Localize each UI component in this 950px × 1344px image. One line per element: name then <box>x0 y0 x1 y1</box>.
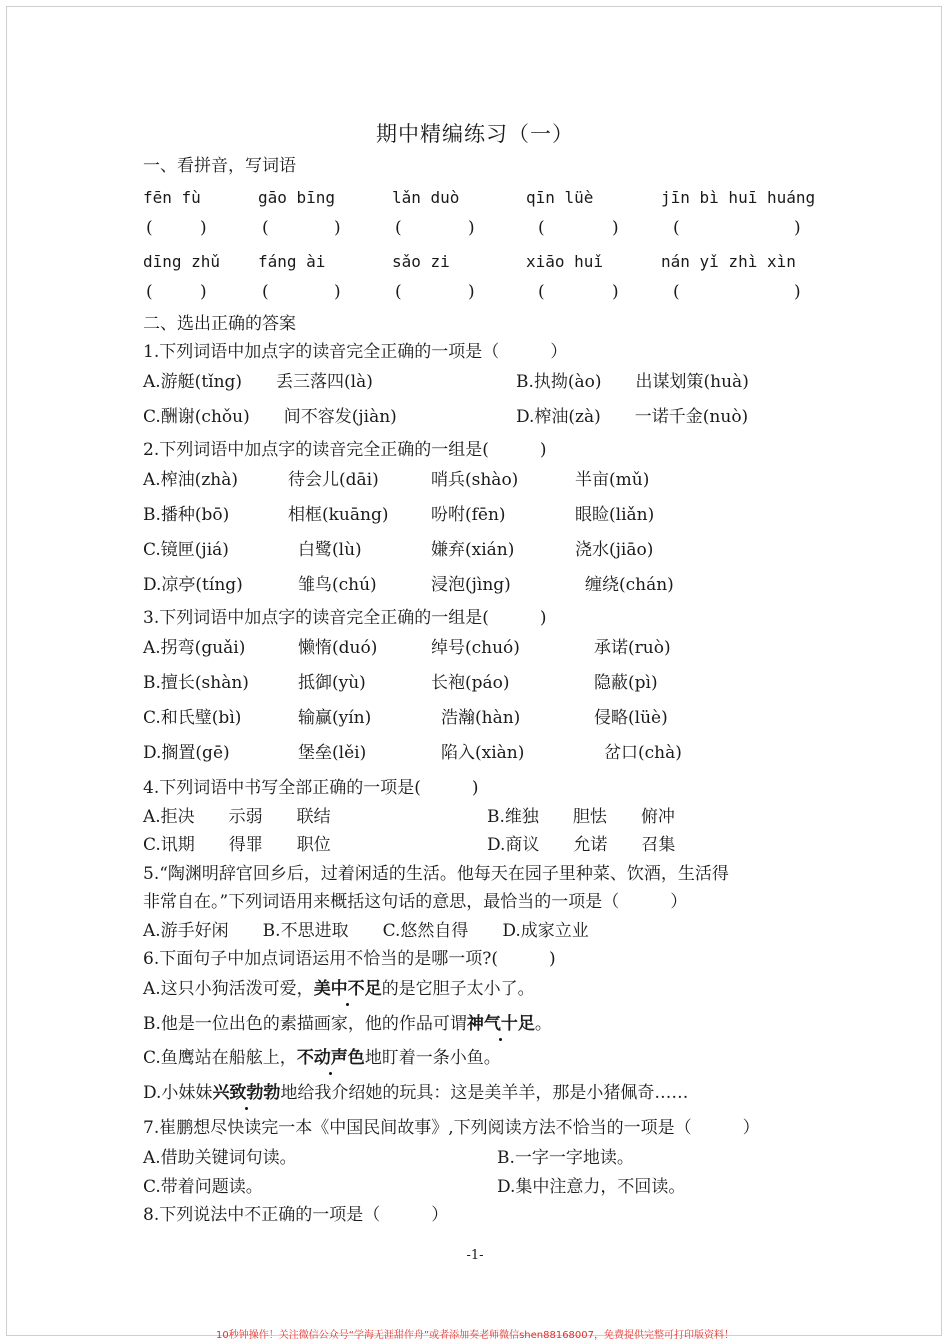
q7-option-c[interactable]: C.带着问题读。 <box>143 1177 263 1197</box>
pinyin-item: dīng zhǔ <box>143 252 221 271</box>
q2-word: 雏鸟(chú) <box>298 575 377 595</box>
q2-word: 眼睑(liǎn) <box>575 505 655 525</box>
option-text: 。 <box>534 1014 552 1034</box>
page-title: 期中精编练习（一） <box>376 122 574 146</box>
blank-open: ( <box>673 282 680 302</box>
q4-option-d[interactable]: D.商议 允诺 召集 <box>487 835 676 855</box>
q6-option-d[interactable] <box>143 1081 688 1105</box>
q3-word: 侵略(lüè) <box>594 708 668 728</box>
pinyin-item: xiāo huǐ <box>526 252 604 271</box>
pinyin-item: qīn lüè <box>526 188 594 207</box>
q2-word: B.播种(bō) <box>143 505 230 525</box>
q3-word: A.拐弯(guǎi) <box>143 638 246 658</box>
q2-word: 浇水(jiāo) <box>575 540 654 560</box>
pinyin-item: lǎn duò <box>392 188 460 207</box>
q3-word: 隐蔽(pì) <box>594 673 658 693</box>
blank-close: ) <box>794 218 801 238</box>
q6-option-c[interactable] <box>143 1046 501 1070</box>
q6-stem: 6.下面句子中加点词语运用不恰当的是哪一项?( ) <box>143 949 556 969</box>
q1-option-b[interactable]: B.执拗(ào) 出谋划策(huà) <box>516 372 749 392</box>
dotted-phrase: 兴致勃勃 <box>212 1083 281 1103</box>
q3-word: C.和氏璧(bì) <box>143 708 242 728</box>
blank-close: ) <box>468 282 475 302</box>
blank-open: ( <box>146 218 153 238</box>
pinyin-item: fēn fù <box>143 188 201 207</box>
q2-word: 缠绕(chán) <box>585 575 674 595</box>
q3-word: B.擅长(shàn) <box>143 673 249 693</box>
q2-stem: 2.下列词语中加点字的读音完全正确的一组是( ) <box>143 440 547 460</box>
q4-option-a[interactable]: A.拒决 示弱 联结 <box>143 807 331 827</box>
blank-open: ( <box>395 218 402 238</box>
option-text: C.鱼鹰站在船舷上， <box>143 1048 297 1068</box>
q7-stem: 7.崔鹏想尽快读完一本《中国民间故事》,下列阅读方法不恰当的一项是（ ） <box>143 1118 760 1138</box>
option-text: A.这只小狗活泼可爱， <box>143 979 314 999</box>
dotted-phrase: 神气十足 <box>466 1014 535 1034</box>
q3-word: 陷入(xiàn) <box>441 743 525 763</box>
q3-word: 长袍(páo) <box>431 673 510 693</box>
q3-word: 抵御(yù) <box>298 673 366 693</box>
q1-stem: 1.下列词语中加点字的读音完全正确的一项是（ ） <box>143 342 568 362</box>
q1-option-c[interactable]: C.酬谢(chǒu) 间不容发(jiàn) <box>143 407 397 427</box>
pinyin-item: fáng ài <box>258 252 326 271</box>
q3-word: 浩瀚(hàn) <box>441 708 521 728</box>
blank-open: ( <box>673 218 680 238</box>
blank-close: ) <box>200 282 207 302</box>
q3-stem: 3.下列词语中加点字的读音完全正确的一组是( ) <box>143 608 547 628</box>
blank-close: ) <box>612 282 619 302</box>
q7-option-a[interactable]: A.借助关键词句读。 <box>143 1148 297 1168</box>
q4-stem: 4.下列词语中书写全部正确的一项是( ) <box>143 778 479 798</box>
pinyin-item: nán yǐ zhì xìn <box>661 252 796 271</box>
promo-banner: 10秒钟操作！关注微信公众号“学海无涯甜作舟”或者添加奏老师微信shen88168007，免费提供完整可打印版资料！ <box>215 1330 735 1341</box>
page-number: -1- <box>466 1248 484 1263</box>
q3-word: 懒惰(duó) <box>298 638 378 658</box>
dotted-phrase: 不动声色 <box>296 1048 365 1068</box>
q3-word: 堡垒(lěi) <box>298 743 367 763</box>
blank-open: ( <box>262 218 269 238</box>
q3-word: 承诺(ruò) <box>594 638 671 658</box>
section1-heading: 一、看拼音，写词语 <box>143 156 296 176</box>
q2-word: 半亩(mǔ) <box>575 470 650 490</box>
q5-stem-line1: 5.“陶渊明辞官回乡后，过着闲适的生活。他每天在园子里种菜、饮酒，生活得 <box>143 864 729 884</box>
blank-close: ) <box>468 218 475 238</box>
blank-close: ) <box>334 282 341 302</box>
pinyin-item: jīn bì huī huáng <box>661 188 816 207</box>
q2-word: 哨兵(shào) <box>431 470 519 490</box>
blank-open: ( <box>395 282 402 302</box>
pinyin-item: gāo bīng <box>258 188 336 207</box>
option-text: 的是它胆子太小了。 <box>381 979 535 999</box>
q2-word: 白鹭(lù) <box>298 540 362 560</box>
q6-option-b[interactable] <box>143 1012 552 1036</box>
q6-option-a[interactable] <box>143 977 535 1001</box>
q1-option-a[interactable]: A.游艇(tǐng) 丢三落四(là) <box>143 372 373 392</box>
q7-option-d[interactable]: D.集中注意力，不回读。 <box>497 1177 686 1197</box>
q2-word: C.镜匣(jiá) <box>143 540 229 560</box>
q3-word: 岔口(chà) <box>604 743 682 763</box>
blank-open: ( <box>146 282 153 302</box>
q2-word: 吩咐(fēn) <box>431 505 506 525</box>
q5-stem-line2: 非常自在。”下列词语用来概括这句话的意思，最恰当的一项是（ ） <box>143 892 688 912</box>
blank-open: ( <box>538 282 545 302</box>
q2-word: A.榨油(zhà) <box>143 470 238 490</box>
q3-word: 输赢(yín) <box>298 708 372 728</box>
q2-word: 浸泡(jìng) <box>431 575 511 595</box>
q8-stem: 8.下列说法中不正确的一项是（ ） <box>143 1205 449 1225</box>
option-text: 地给我介绍她的玩具：这是美羊羊，那是小猪佩奇…… <box>280 1083 689 1103</box>
q1-option-d[interactable]: D.榨油(zà) 一诺千金(nuò) <box>516 407 749 427</box>
q2-word: 嫌弃(xián) <box>431 540 515 560</box>
blank-close: ) <box>334 218 341 238</box>
blank-close: ) <box>612 218 619 238</box>
q4-option-c[interactable]: C.讯期 得罪 职位 <box>143 835 331 855</box>
dotted-phrase: 美中不足 <box>313 979 382 999</box>
option-text: 地盯着一条小鱼。 <box>364 1048 501 1068</box>
q2-word: 待会儿(dāi) <box>288 470 379 490</box>
blank-close: ) <box>200 218 207 238</box>
option-text: B.他是一位出色的素描画家，他的作品可谓 <box>143 1014 467 1034</box>
q4-option-b[interactable]: B.维独 胆怯 俯冲 <box>487 807 675 827</box>
option-text: D.小妹妹 <box>143 1083 213 1103</box>
blank-open: ( <box>262 282 269 302</box>
blank-open: ( <box>538 218 545 238</box>
q2-word: 相框(kuāng) <box>288 505 389 525</box>
q2-word: D.凉亭(tíng) <box>143 575 243 595</box>
q3-word: 绰号(chuó) <box>431 638 520 658</box>
q5-options[interactable]: A.游手好闲 B.不思进取 C.悠然自得 D.成家立业 <box>143 921 589 941</box>
blank-close: ) <box>794 282 801 302</box>
pinyin-item: sǎo zi <box>392 252 450 271</box>
section2-heading: 二、选出正确的答案 <box>143 314 296 334</box>
q3-word: D.搁置(gē) <box>143 743 230 763</box>
q7-option-b[interactable]: B.一字一字地读。 <box>497 1148 634 1168</box>
